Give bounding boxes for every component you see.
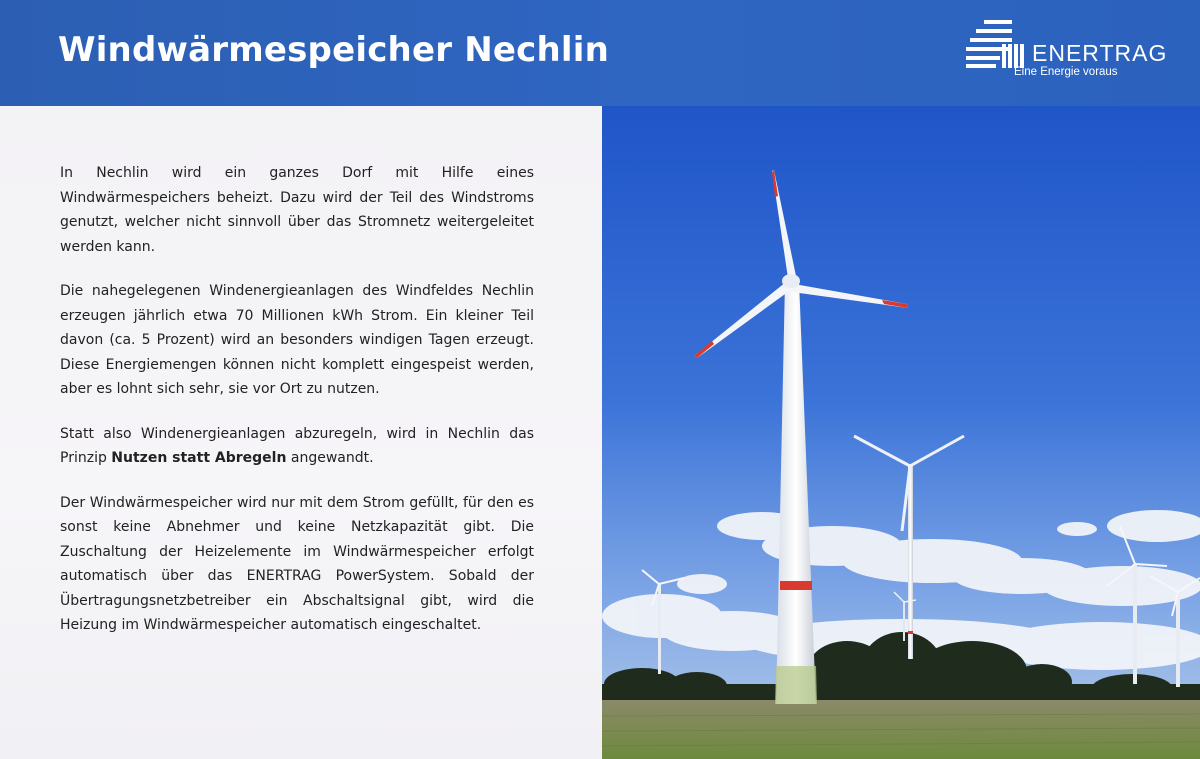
paragraph-4: Der Windwärmespeicher wird nur mit dem Strom gefüllt, für den es sonst keine Abnehmer und keine Netzkapazität gibt. Die Zuschaltung der Heizelemente im Windwärmespeicher erfolgt automatisch über das ENERTRAG PowerSystem. Sobald der Übertragungsnetzbetreiber ein Abschaltsignal gibt, wird die Heizung im Windwärmespeicher automatisch eingeschaltet.	[60, 494, 534, 633]
header-bar	[0, 0, 1200, 106]
body-text	[60, 161, 534, 658]
page-title: Windwärmespeicher Nechlin	[58, 30, 610, 70]
paragraph-3-bold: Nutzen statt Abregeln	[111, 450, 287, 466]
paragraph-1: In Nechlin wird ein ganzes Dorf mit Hilfe eines Windwärmespeichers beheizt. Dazu wird der Teil des Windstroms genutzt, welcher nicht sinnvoll über das Stromnetz weitergeleitet werden kann.	[60, 165, 534, 255]
logo-tagline: Eine Energie voraus	[1014, 66, 1118, 78]
paragraph-3-suffix: angewandt.	[286, 450, 374, 466]
paragraph-3	[60, 422, 534, 471]
logo-bars-icon	[966, 18, 1030, 70]
paragraph-2: Die nahegelegenen Windenergieanlagen des Windfeldes Nechlin erzeugen jährlich etwa 70 Millionen kWh Strom. Ein kleiner Teil davon (ca. 5 Prozent) wird an besonders windigen Tagen erzeugt. Diese Energiemengen können nicht komplett eingespeist werden, aber es lohnt sich sehr, sie vor Ort zu nutzen.	[60, 283, 534, 397]
logo-name: ENERTRAG	[1032, 40, 1168, 66]
text-panel	[0, 106, 602, 759]
enertrag-logo	[966, 18, 1166, 82]
paragraph-3-prefix: Statt also Windenergieanlagen abzuregeln, wird in Nechlin das Prinzip	[60, 425, 534, 466]
wind-farm-photo	[602, 106, 1200, 759]
